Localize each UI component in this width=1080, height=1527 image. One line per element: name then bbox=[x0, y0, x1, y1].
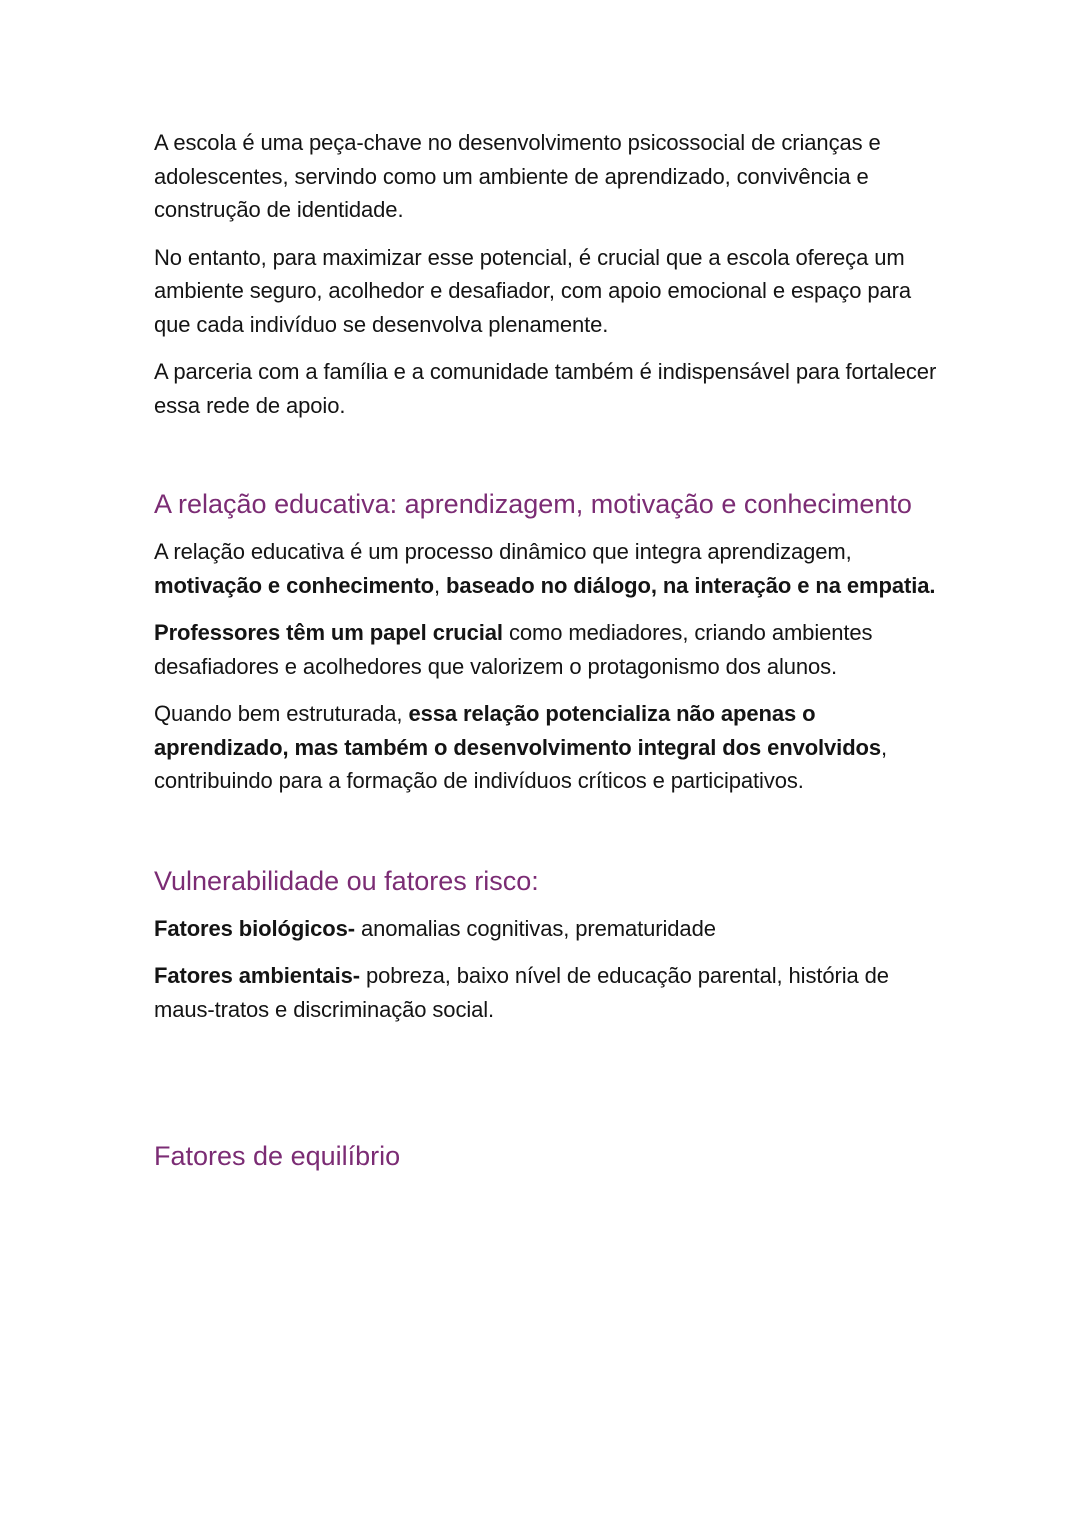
section-heading-vulnerabilidade: Vulnerabilidade ou fatores risco: bbox=[154, 865, 539, 896]
intro-paragraph-1: A escola é uma peça-chave no desenvolvimento psicossocial de crianças e adolescentes, servindo como um ambiente de aprendizado, convivência e construção de identidade. bbox=[154, 130, 881, 222]
risk-factor-text: anomalias cognitivas, prematuridade bbox=[355, 915, 716, 941]
text: , bbox=[434, 572, 447, 598]
section-heading-relacao-educativa: A relação educativa: aprendizagem, motivação e conhecimento bbox=[154, 489, 912, 519]
risk-factor-biologicos bbox=[154, 912, 944, 946]
risk-factor-label: Fatores ambientais- bbox=[154, 963, 360, 988]
text: , contribuindo para a formação de indivíduos críticos e participativos. bbox=[154, 734, 888, 793]
document-page bbox=[154, 126, 944, 1175]
intro-paragraph-2: No entanto, para maximizar esse potencial, é crucial que a escola ofereça um ambiente seguro, acolhedor e desafiador, com apoio emocional e espaço para que cada indivíduo se desenvolva plenamente. bbox=[154, 244, 911, 337]
bold-text: essa relação potencializa não apenas o aprendizado, mas também o desenvolvimento integral dos envolvidos bbox=[154, 701, 882, 760]
risk-factor-text: pobreza, baixo nível de educação parental, história de maus-tratos e discriminação social. bbox=[154, 963, 889, 1022]
bold-text: Professores têm um papel crucial bbox=[154, 620, 503, 645]
text: Quando bem estruturada, bbox=[154, 701, 409, 726]
risk-factor-label: Fatores biológicos- bbox=[154, 915, 356, 941]
intro-paragraph-3: A parceria com a família e a comunidade também é indispensável para fortalecer essa rede de apoio. bbox=[154, 359, 937, 418]
relacao-paragraph-3 bbox=[154, 697, 944, 798]
risk-factor-ambientais bbox=[154, 959, 944, 1026]
text: A relação educativa é um processo dinâmico que integra aprendizagem, bbox=[154, 539, 852, 564]
bold-text: motivação e conhecimento bbox=[154, 572, 435, 598]
section-heading-equilibrio: Fatores de equilíbrio bbox=[154, 1141, 401, 1171]
relacao-paragraph-2 bbox=[154, 616, 944, 683]
text: como mediadores, criando ambientes desafiadores e acolhedores que valorizem o protagonismo dos alunos. bbox=[154, 620, 873, 679]
bold-text: baseado no diálogo, na interação e na empatia. bbox=[446, 572, 936, 598]
relacao-paragraph-1 bbox=[154, 535, 944, 602]
